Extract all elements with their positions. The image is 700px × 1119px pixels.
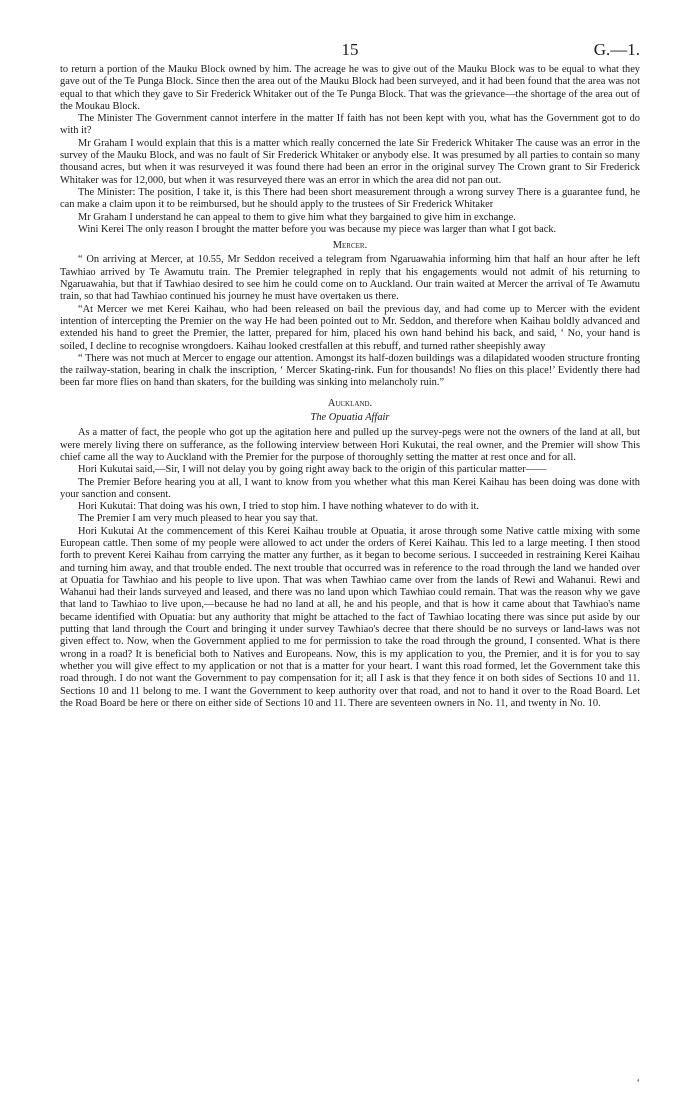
paragraph: to return a portion of the Mauku Block owned by him. The acreage he was to give out of the Mauku Block was to be equal to what they gave out of the Te Punga Block. Since then the area out of the Mauku Block had been surveyed, and it had been found that the area was not equal to that which they gave to Sir Frederick Whitaker out of the Te Punga Block. That was the grievance—the shortage of the area out of the Moukau Block. (60, 64, 640, 112)
paragraph: “ On arriving at Mercer, at 10.55, Mr Seddon received a telegram from Ngaruawahia informing him that half an hour after he left Tawhiao arrived by Te Awamutu train. The Premier telegraphed in reply that his engagements would not admit of his returning to Ngaruawahia, but that if Tawhiao desired to see him he could come on to Auckland. Our train waited at Mercer the arrival of Te Awamutu train, so that had Tawhiao continued his journey he must have overtaken us there. (60, 254, 640, 303)
trailing-mark: ‘ (636, 1078, 640, 1089)
page-header (60, 38, 640, 64)
section-heading-mercer: Mercer. (332, 240, 368, 252)
paragraph: The Minister The Government cannot interfere in the matter If faith has not been kept with you, what has the Government got to do with it? (60, 113, 640, 137)
subheading-opuatia-affair: The Opuatia Affair (310, 412, 390, 424)
paragraph: Wini Kerei The only reason I brought the matter before you was because my piece was larger than what I got back. (78, 223, 557, 235)
document-page (60, 38, 640, 710)
paragraph: Hori Kukutai At the commencement of this Kerei Kaihau trouble at Opuatia, it arose through some Native cattle mixing with some European cattle. Then some of my people were allowed to act under the orders of Kerei Kaihau. This led to a large meeting. I then stood forth to prevent Kerei Kaihau from carrying the matter any further, as it began to become serious. I succeeded in restraining Kerei Kaihau and turning him away, and that trouble ended. The next trouble that occurred was in reference to the road through the land we handed over at Opuatia for Tawhiao and his people to live upon. That was when Tawhiao came over from the lands of Rewi and Wahanui. Rewi and Wahanui had their lands surveyed and leased, and there was no land upon which Tawhiao could remain. That was the reason why we gave that land to Tawhiao to live upon,—because he had no land at all, he and his people, and that is how it came about that Tawhiao's name became identified with Opuatia: but any authority that might be attached to the fact of Tawhiao locating there was since put aside by our putting that land through the Court and bringing it under survey Tawhiao's decree that there should be no surveys or land-laws was not given effect to. Now, when the Government applied to me for permission to take the road through the ground, I consented. What is there wrong in a road? It is beneficial both to Natives and Europeans. Now, this is my application to you, the Premier, and it is for you to say whether you will give effect to my application or not that is a matter for your heart. I want this road formed, let the Government take this road through. I do not want the Government to pay compensation for it; all I ask is that they fence it on both sides of Sections 10 and 11. Sections 10 and 11 belong to me. I want the Government to keep authority over that road, and not to hand it over to the Road Board. Let the Road Board be here or there on either side of Sections 10 and 11. There are seventeen owners in No. 11, and twenty in No. 10. (60, 525, 640, 709)
paragraph: Hori Kukutai: That doing was his own, I tried to stop him. I have nothing whatever to do with it. (78, 501, 479, 513)
paragraph: “ There was not much at Mercer to engage our attention. Amongst its half-dozen buildings was a dilapidated wooden structure fronting the railway-station, bearing in chalk the inscription, ‘ Mercer Skating-rink. Fun for thousands! No flies on this place!’ Evidently there had been far more flies on hand than skaters, for the building was sinking into melancholy ruin.” (60, 352, 640, 389)
paragraph: “At Mercer we met Kerei Kaihau, who had been released on bail the previous day, and had come up to Mercer with the evident intention of intercepting the Premier on the way He had been pointed out to Mr. Seddon, and therefore when Kaihau boldly advanced and extended his hand to greet the Premier, the latter, prepared for him, placed his own hand behind his back, and said, ‘ No, your hand is soiled, I decline to recognise wrongdoers. Kaihau looked crestfallen at this rebuff, and turned rather sheepishly away (60, 303, 640, 352)
document-reference: G.—1. (593, 40, 640, 59)
paragraph: Hori Kukutai said,—Sir, I will not delay you by going right away back to the origin of this particular matter—— (78, 464, 547, 476)
page-number: 15 (341, 40, 359, 59)
paragraph: The Minister: The position, I take it, is this There had been short measurement through a wrong survey There is a guarantee fund, he can make a claim upon it to be reimbursed, but he should apply to the trustees of Sir Frederick Whitaker (60, 186, 640, 211)
paragraph: The Premier Before hearing you at all, I want to know from you whether what this man Kerei Kaihau has been doing was done with your sanction and consent. (60, 476, 640, 500)
body-text (60, 64, 640, 710)
paragraph: The Premier I am very much pleased to hear you say that. (78, 513, 319, 525)
paragraph: As a matter of fact, the people who got up the agitation here and pulled up the survey-pegs were not the owners of the land at all, but were merely living there on sufferance, as the following interview between Hori Kukutai, the real owner, and the Premier will show This chief came all the way to Auckland with the Premier for the purpose of thoroughly setting the matter at rest once and for all. (60, 427, 640, 463)
section-heading-auckland: Auckland. (327, 397, 373, 409)
paragraph: Mr Graham I would explain that this is a matter which really concerned the late Sir Frederick Whitaker The cause was an error in the survey of the Mauku Block, and was no fault of Sir Frederick Whitaker or anybody else. It was presumed by all parties to contain so many thousand acres, but when it was resurveyed it was found there had been an error in the original survey The Crown grant to Sir Frederick Whitaker was for 12,000, but when it was resurveyed there was an error in which the area did not pan out. (60, 137, 640, 186)
paragraph: Mr Graham I understand he can appeal to them to give him what they bargained to give him in exchange. (78, 211, 516, 223)
